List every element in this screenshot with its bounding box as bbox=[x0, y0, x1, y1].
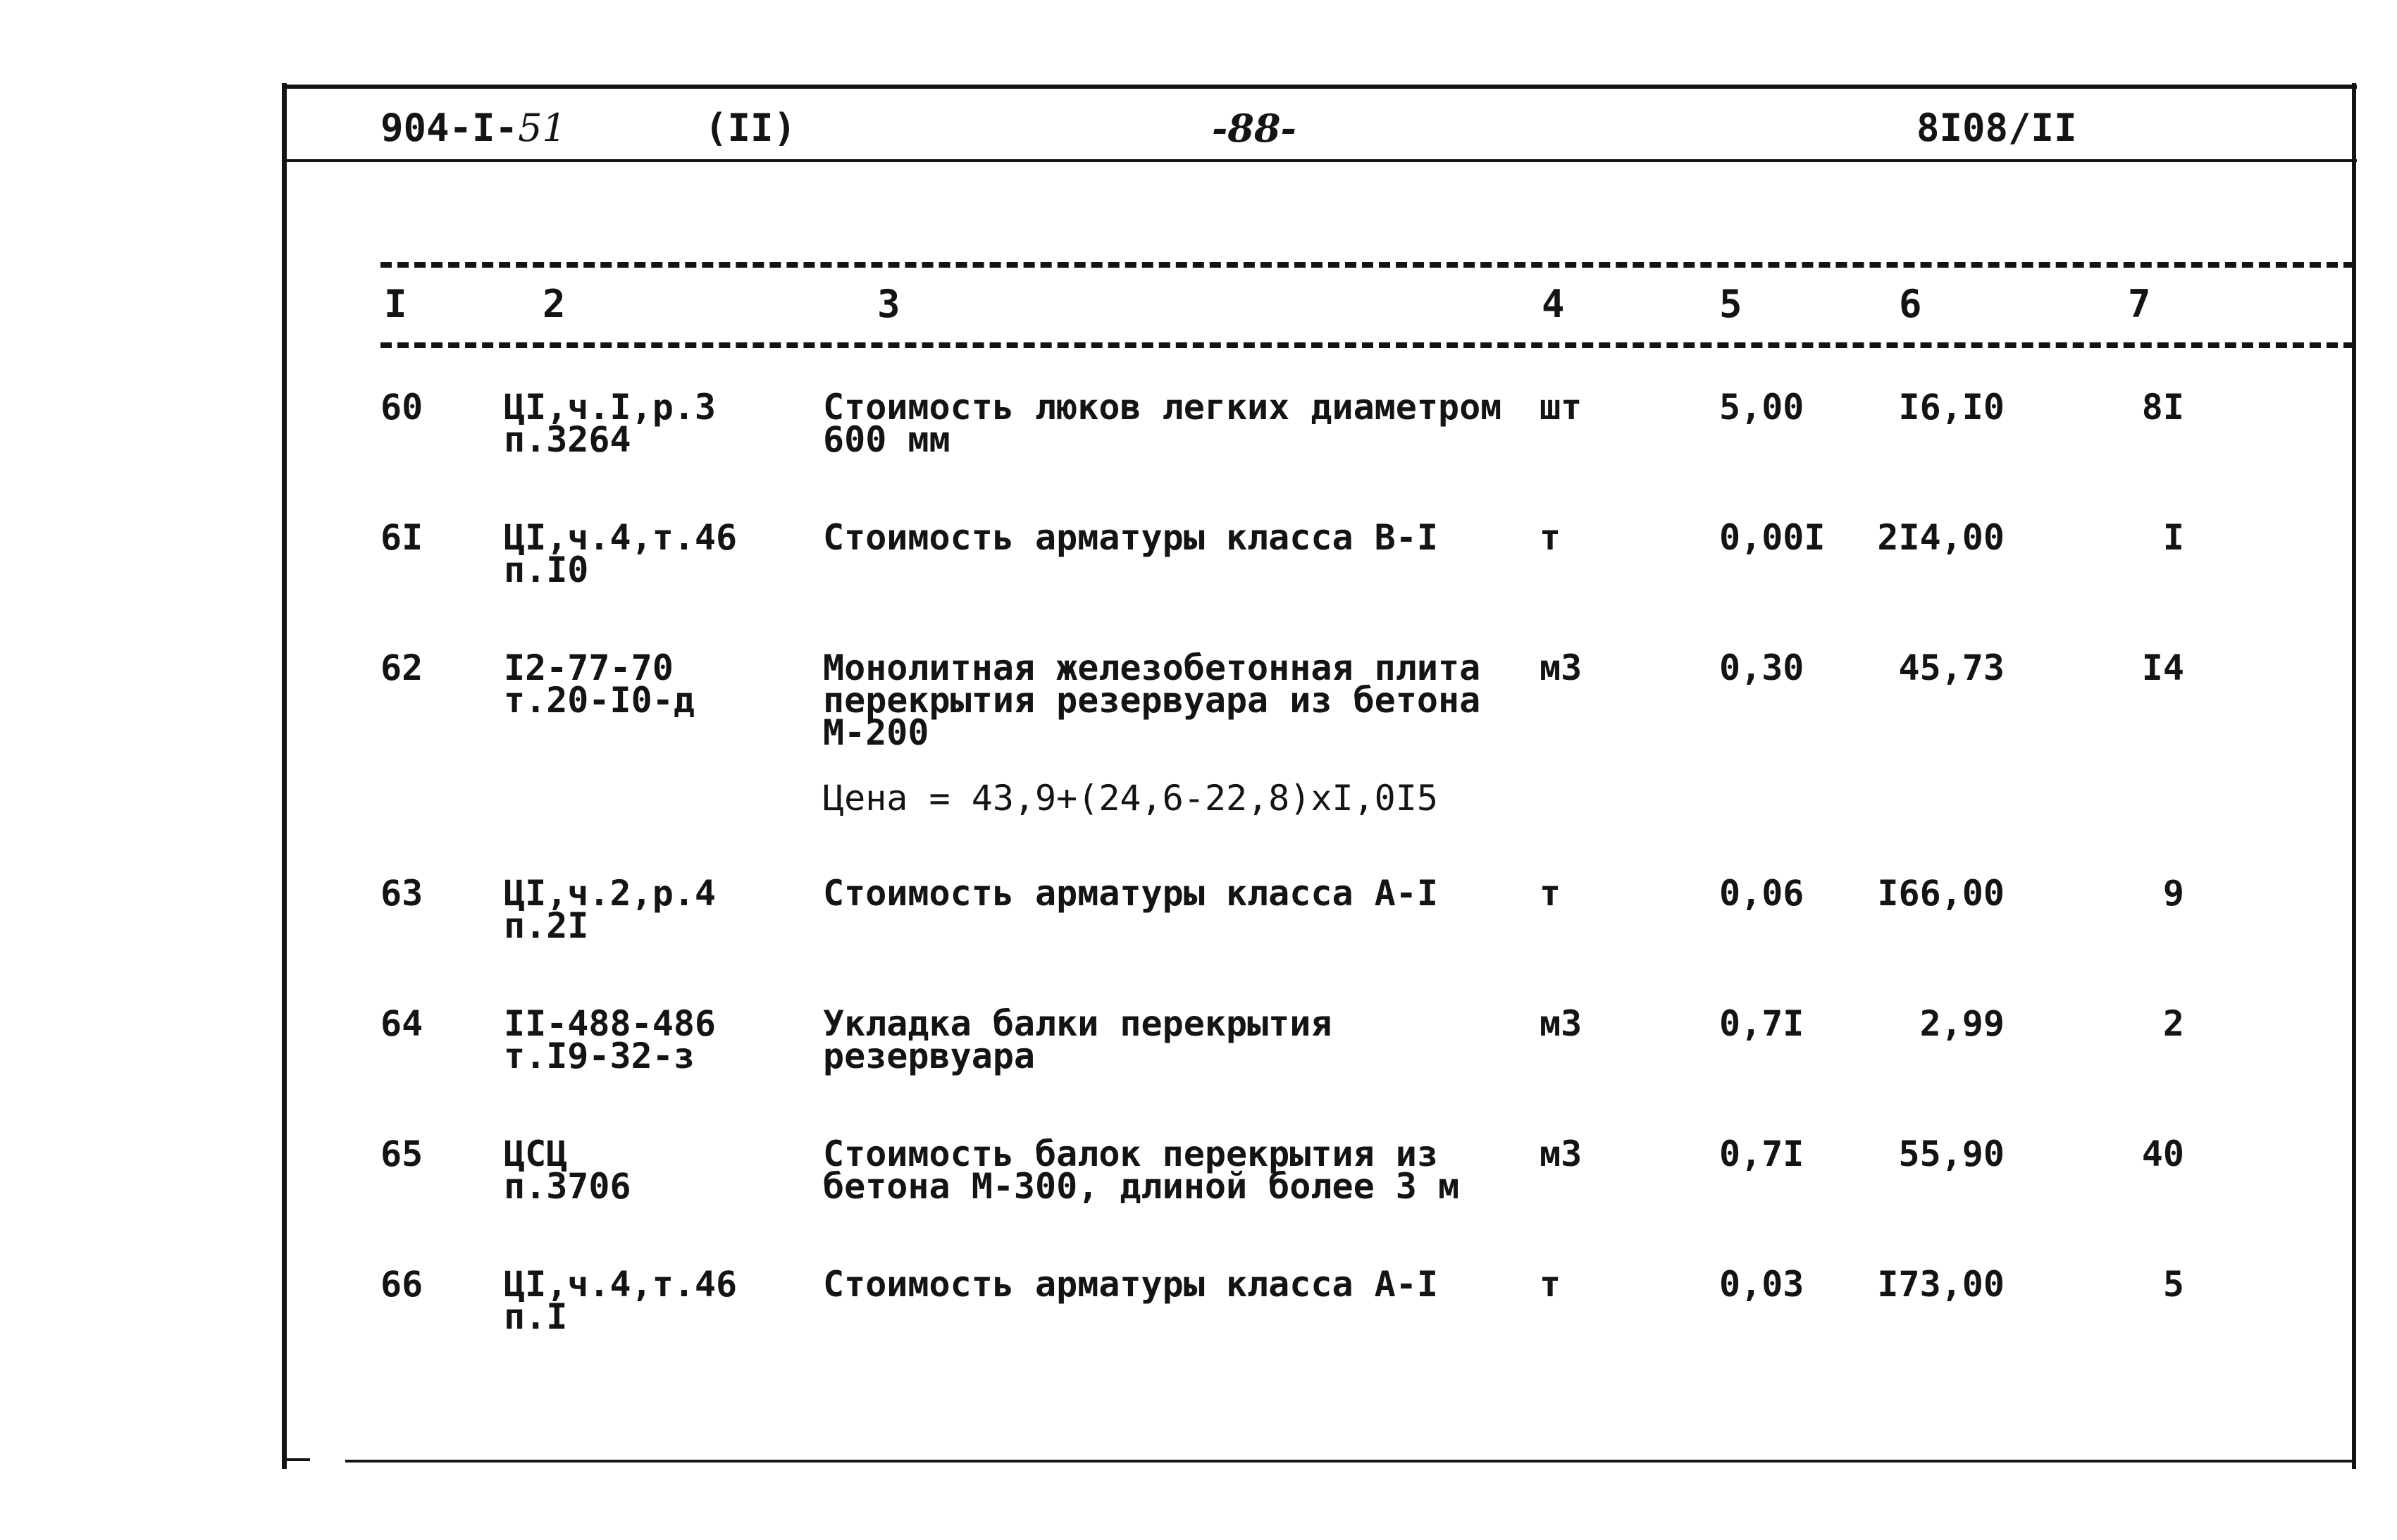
total-cost: 8I bbox=[2141, 387, 2184, 428]
norm-reference-item: т.I9-32-з bbox=[504, 1036, 695, 1076]
unit-price: 55,90 bbox=[1898, 1134, 2005, 1174]
frame-top-border bbox=[282, 85, 2357, 89]
total-cost: 9 bbox=[2162, 873, 2184, 914]
column-header-dashed-rule-bottom bbox=[380, 342, 2355, 348]
norm-reference: ЦI,ч.2,р.4 bbox=[504, 873, 717, 914]
unit: т bbox=[1540, 873, 1561, 914]
column-number-6: 6 bbox=[1899, 282, 1922, 326]
norm-reference: ЦСЦ bbox=[504, 1134, 568, 1174]
norm-reference: I2-77-70 bbox=[504, 647, 674, 688]
column-number-2: 2 bbox=[543, 282, 566, 326]
norm-reference: II-488-486 bbox=[504, 1003, 717, 1044]
frame-left-border bbox=[282, 83, 287, 1469]
unit-price: 2,99 bbox=[1919, 1003, 2005, 1044]
column-number-1: I bbox=[384, 282, 407, 326]
page-number: -88- bbox=[1212, 106, 1296, 151]
total-cost: I bbox=[2162, 517, 2184, 558]
column-number-4: 4 bbox=[1542, 282, 1565, 326]
quantity: 0,7I bbox=[1719, 1134, 1804, 1174]
unit-price: 2I4,00 bbox=[1877, 517, 2005, 558]
column-header-dashed-rule-top bbox=[380, 262, 2355, 268]
bottom-rule bbox=[345, 1460, 2352, 1463]
total-cost: 2 bbox=[2162, 1003, 2184, 1044]
norm-reference-item: т.20-I0-д bbox=[504, 680, 695, 721]
unit-price: I73,00 bbox=[1877, 1264, 2005, 1305]
document-code-prefix: 904-I- bbox=[380, 106, 519, 150]
work-description: Стоимость арматуры класса А-I bbox=[823, 1264, 1438, 1305]
work-description-line: перекрытия резервуара из бетона bbox=[823, 680, 1481, 721]
norm-reference-item: п.3706 bbox=[504, 1166, 631, 1207]
work-description-line: М-200 bbox=[823, 712, 929, 753]
row-number: 62 bbox=[380, 647, 423, 688]
work-description: Стоимость балок перекрытия из bbox=[823, 1134, 1438, 1174]
work-description-line: резервуара bbox=[823, 1036, 1036, 1076]
unit: шт bbox=[1540, 387, 1582, 428]
row-number: 65 bbox=[380, 1134, 423, 1174]
norm-reference: ЦI,ч.4,т.46 bbox=[504, 1264, 738, 1305]
work-description: Укладка балки перекрытия bbox=[823, 1003, 1332, 1044]
document-reference: 8I08/II bbox=[1916, 106, 2077, 150]
unit-price: I66,00 bbox=[1877, 873, 2005, 914]
column-number-5: 5 bbox=[1719, 282, 1742, 326]
norm-reference: ЦI,ч.I,р.3 bbox=[504, 387, 717, 428]
quantity: 0,7I bbox=[1719, 1003, 1804, 1044]
unit: т bbox=[1540, 517, 1561, 558]
quantity: 0,30 bbox=[1719, 647, 1804, 688]
norm-reference: ЦI,ч.4,т.46 bbox=[504, 517, 738, 558]
price-formula-note: Цена = 43,9+(24,6-22,8)хI,0I5 bbox=[823, 778, 1438, 819]
row-number: 60 bbox=[380, 387, 423, 428]
work-description-line: 600 мм bbox=[823, 419, 950, 460]
total-cost: 40 bbox=[2141, 1134, 2184, 1174]
row-number: 6I bbox=[380, 517, 423, 558]
row-number: 64 bbox=[380, 1003, 423, 1044]
column-number-3: 3 bbox=[877, 282, 900, 326]
bottom-rule-left bbox=[282, 1458, 310, 1461]
document-code bbox=[380, 106, 566, 151]
frame-right-border bbox=[2352, 83, 2356, 1469]
unit-price: 45,73 bbox=[1898, 647, 2005, 688]
norm-reference-item: п.I bbox=[504, 1296, 568, 1337]
document-part: (II) bbox=[705, 106, 797, 150]
header-divider bbox=[282, 159, 2357, 162]
unit: м3 bbox=[1540, 1134, 1582, 1174]
work-description: Стоимость арматуры класса А-I bbox=[823, 873, 1438, 914]
norm-reference-item: п.I0 bbox=[504, 549, 589, 590]
total-cost: 5 bbox=[2162, 1264, 2184, 1305]
work-description: Монолитная железобетонная плита bbox=[823, 647, 1481, 688]
norm-reference-item: п.3264 bbox=[504, 419, 631, 460]
quantity: 0,06 bbox=[1719, 873, 1804, 914]
unit-price: I6,I0 bbox=[1898, 387, 2005, 428]
unit: м3 bbox=[1540, 1003, 1582, 1044]
total-cost: I4 bbox=[2141, 647, 2184, 688]
column-number-7: 7 bbox=[2128, 282, 2151, 326]
unit: т bbox=[1540, 1264, 1561, 1305]
row-number: 63 bbox=[380, 873, 423, 914]
quantity: 5,00 bbox=[1719, 387, 1804, 428]
row-number: 66 bbox=[380, 1264, 423, 1305]
quantity: 0,00I bbox=[1719, 517, 1826, 558]
norm-reference-item: п.2I bbox=[504, 905, 589, 946]
quantity: 0,03 bbox=[1719, 1264, 1804, 1305]
unit: м3 bbox=[1540, 647, 1582, 688]
work-description-line: бетона М-300, длиной более 3 м bbox=[823, 1166, 1460, 1207]
document-code-handwritten: 51 bbox=[518, 106, 566, 150]
work-description: Стоимость люков легких диаметром bbox=[823, 387, 1502, 428]
work-description: Стоимость арматуры класса В-I bbox=[823, 517, 1438, 558]
